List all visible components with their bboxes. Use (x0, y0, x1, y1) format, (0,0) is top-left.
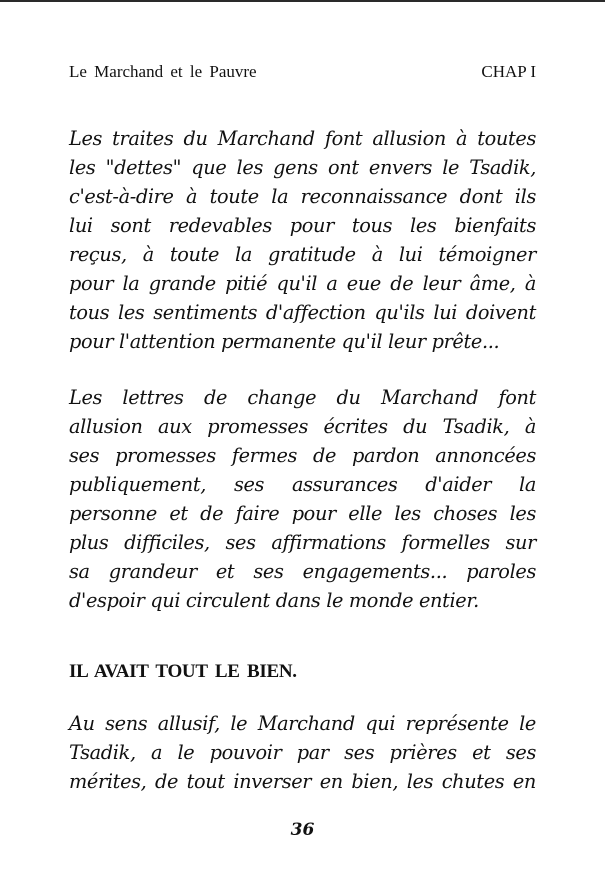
text-line: reçus, à toute la gratitude à lui témoigner (69, 243, 536, 266)
text-line: Tsadik, a le pouvoir par ses prières et ses (69, 741, 536, 764)
paragraph-sens-allusif (69, 709, 536, 796)
running-header (69, 62, 536, 84)
text-line: sa grandeur et ses engagements... paroles (69, 560, 536, 583)
text-line: allusion aux promesses écrites du Tsadik, à (69, 415, 536, 438)
text-line: les "dettes" que les gens ont envers le Tsadik, (69, 156, 536, 179)
page-number: 36 (290, 820, 315, 840)
text-line: pour l'attention permanente qu'il leur prête... (69, 330, 500, 353)
text-line: Au sens allusif, le Marchand qui représente le (69, 712, 536, 735)
text-line: personne et de faire pour elle les choses les (69, 502, 536, 525)
text-line: tous les sentiments d'affection qu'ils lui doivent (69, 301, 536, 324)
text-line: pour la grande pitié qu'il a eue de leur âme, à (69, 272, 536, 295)
text-line: publiquement, ses assurances d'aider la (69, 473, 536, 496)
section-heading: IL AVAIT TOUT LE BIEN. (69, 661, 297, 682)
text-line: Les traites du Marchand font allusion à toutes (69, 127, 536, 150)
text-line: lui sont redevables pour tous les bienfaits (69, 214, 536, 237)
paragraph-traites (69, 124, 536, 356)
text-line: mérites, de tout inverser en bien, les chutes en (69, 770, 536, 793)
text-line: Les lettres de change du Marchand font (69, 386, 536, 409)
chapter-label: CHAP I (481, 62, 536, 81)
text-line: plus difficiles, ses affirmations formelles sur (69, 531, 536, 554)
book-title: Le Marchand et le Pauvre (69, 62, 257, 81)
text-line: ses promesses fermes de pardon annoncées (69, 444, 536, 467)
text-line: c'est-à-dire à toute la reconnaissance dont ils (69, 185, 536, 208)
paragraph-lettres-de-change (69, 383, 536, 615)
text-line: d'espoir qui circulent dans le monde entier. (69, 589, 479, 612)
